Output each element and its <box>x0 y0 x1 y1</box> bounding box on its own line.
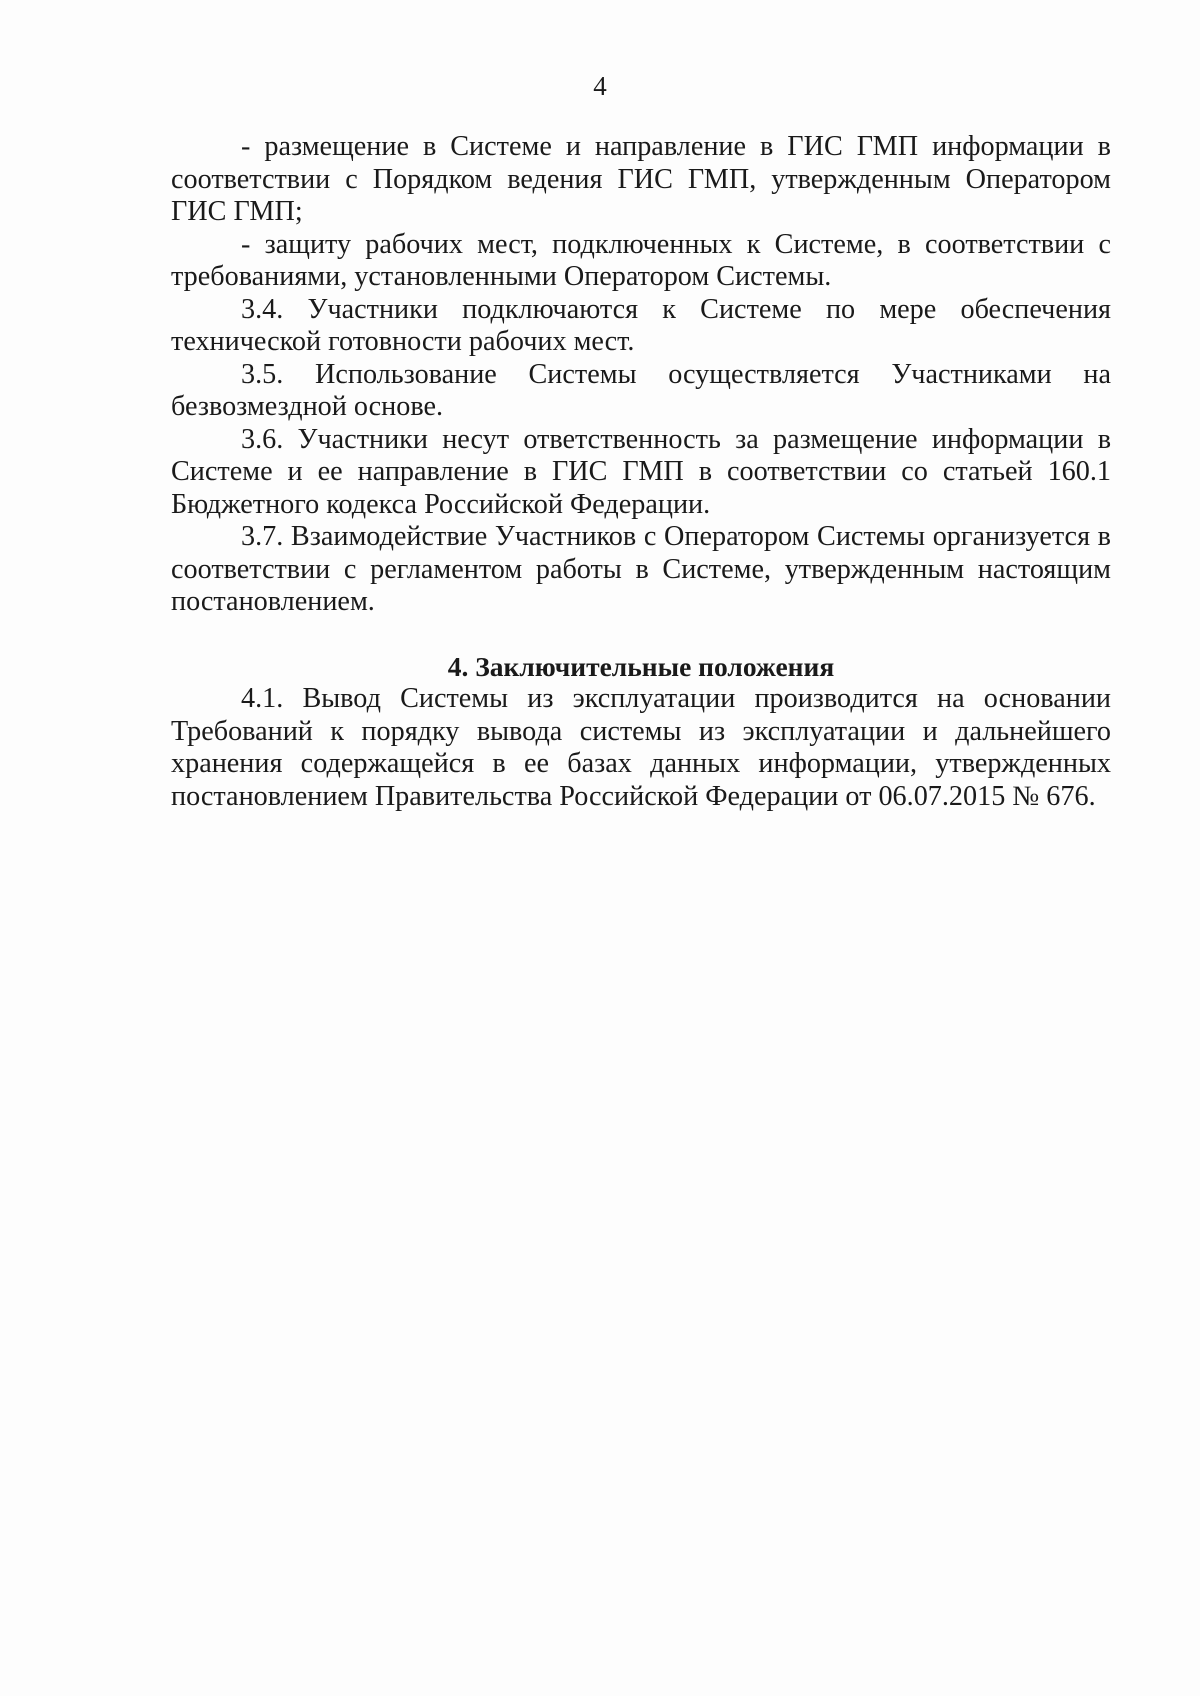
paragraph-4-1: 4.1. Вывод Системы из эксплуатации производится на основании Требований к порядку вывода системы из эксплуатации и дальнейшего хранения содержащейся в ее базах данных информации, утвержденных постановлением Правительства Российской Федерации от 06.07.2015 № 676. <box>171 683 1111 812</box>
section-heading-final-provisions: 4. Заключительные положения <box>447 650 835 682</box>
document-body <box>171 131 1111 813</box>
paragraph-3-4: 3.4. Участники подключаются к Системе по мере обеспечения технической готовности рабочих мест. <box>171 293 1111 357</box>
paragraph-3-6: 3.6. Участники несут ответственность за размещение информации в Системе и ее направление в ГИС ГМП в соответствии со статьей 160.1 Бюджетного кодекса Российской Федерации. <box>171 423 1111 520</box>
page-number: 4 <box>593 71 607 101</box>
paragraph-3-7: 3.7. Взаимодействие Участников с Оператором Системы организуется в соответствии с регламентом работы в Системе, утвержденным настоящим постановлением. <box>171 521 1111 617</box>
paragraph-workplace-protection: - защиту рабочих мест, подключенных к Системе, в соответствии с требованиями, установленными Оператором Системы. <box>171 228 1111 292</box>
paragraph-gis-gmp-placement: - размещение в Системе и направление в ГИС ГМП информации в соответствии с Порядком ведения ГИС ГМП, утвержденным Оператором ГИС ГМП; <box>171 131 1111 227</box>
paragraph-3-5: 3.5. Использование Системы осуществляется Участниками на безвозмездной основе. <box>171 358 1111 422</box>
